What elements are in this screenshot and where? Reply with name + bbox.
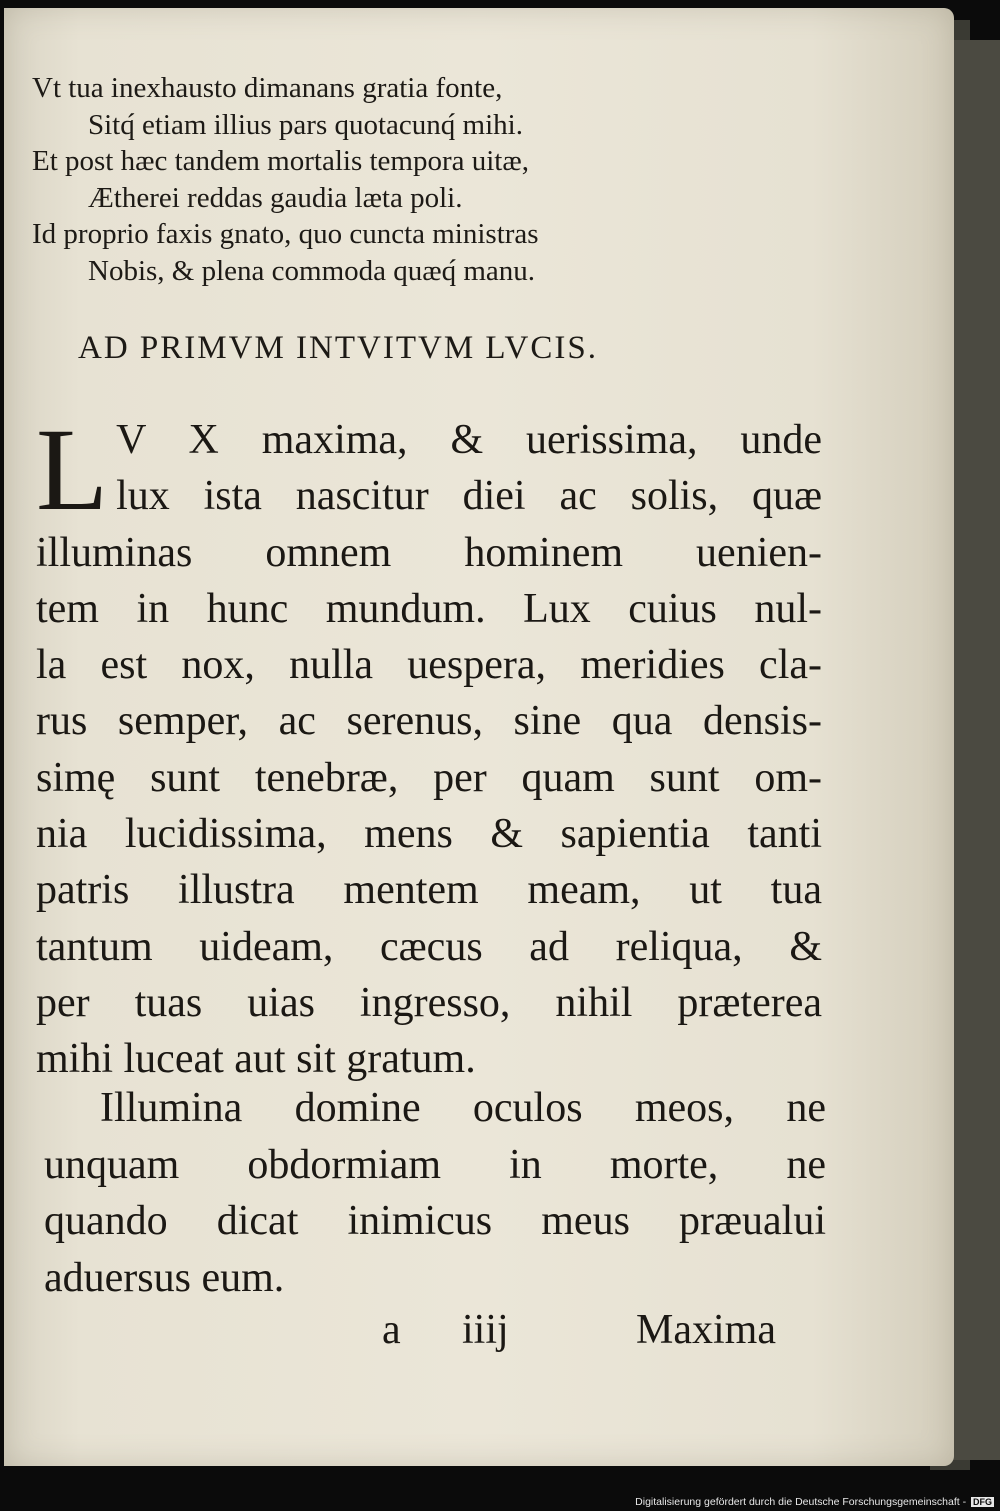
- verse-line: Et post hæc tandem mortalis tempora uitæ,: [32, 145, 529, 177]
- funding-credit: [635, 1496, 994, 1508]
- verse-line: Id proprio faxis gnato, quo cuncta ministras: [32, 218, 539, 250]
- text-line: mihi luceat aut sit gratum.: [36, 1036, 476, 1083]
- credit-text: Digitalisierung gefördert durch die Deutsche Forschungsgemeinschaft -: [635, 1496, 967, 1508]
- section-heading: AD PRIMVM INTVITVM LVCIS.: [78, 330, 598, 366]
- text-line: tantum uideam, cæcus ad reliqua, &: [36, 923, 822, 970]
- page-footer: [4, 1306, 954, 1366]
- verse-line: Vt tua inexhausto dimanans gratia fonte,: [32, 72, 503, 104]
- text-line: quando dicat inimicus meus præualui: [44, 1198, 826, 1244]
- text-line: rus semper, ac serenus, sine qua densis-: [36, 698, 822, 745]
- text-line: simę sunt tenebræ, per quam sunt om-: [36, 754, 822, 801]
- verse-line: Nobis, & plena commoda quæq́ manu.: [88, 254, 536, 287]
- dfg-logo-icon: DFG: [973, 1497, 992, 1508]
- text-line: illuminas omnem hominem uenien-: [36, 529, 822, 576]
- text-line: V X maxima, & uerissima, unde: [116, 417, 822, 463]
- text-line: Illumina domine oculos meos, ne: [100, 1085, 826, 1131]
- signature-mark: a: [382, 1307, 401, 1353]
- catchword: Maxima: [636, 1307, 776, 1353]
- text-line: unquam obdormiam in morte, ne: [44, 1141, 826, 1188]
- text-line: patris illustra mentem meam, ut tua: [36, 867, 822, 914]
- text-line: nia lucidissima, mens & sapientia tanti: [36, 811, 822, 858]
- book-page: [4, 8, 954, 1466]
- text-line: lux ista nascitur diei ac solis, quæ: [116, 473, 822, 520]
- verse-block: [32, 70, 712, 289]
- text-line: la est nox, nulla uespera, meridies cla-: [36, 642, 822, 689]
- folio-number: iiij: [462, 1307, 509, 1353]
- text-line: tem in hunc mundum. Lux cuius nul-: [36, 585, 822, 632]
- verse-line: Sitq́ etiam illius pars quotacunq́ mihi.: [88, 108, 523, 141]
- drop-cap: L: [36, 404, 109, 535]
- text-line: per tuas uias ingresso, nihil præterea: [36, 979, 822, 1026]
- paragraph-1: [36, 404, 822, 1088]
- verse-line: Ætherei reddas gaudia læta poli.: [88, 181, 463, 214]
- text-line: aduersus eum.: [44, 1254, 285, 1301]
- paragraph-2: [44, 1080, 826, 1306]
